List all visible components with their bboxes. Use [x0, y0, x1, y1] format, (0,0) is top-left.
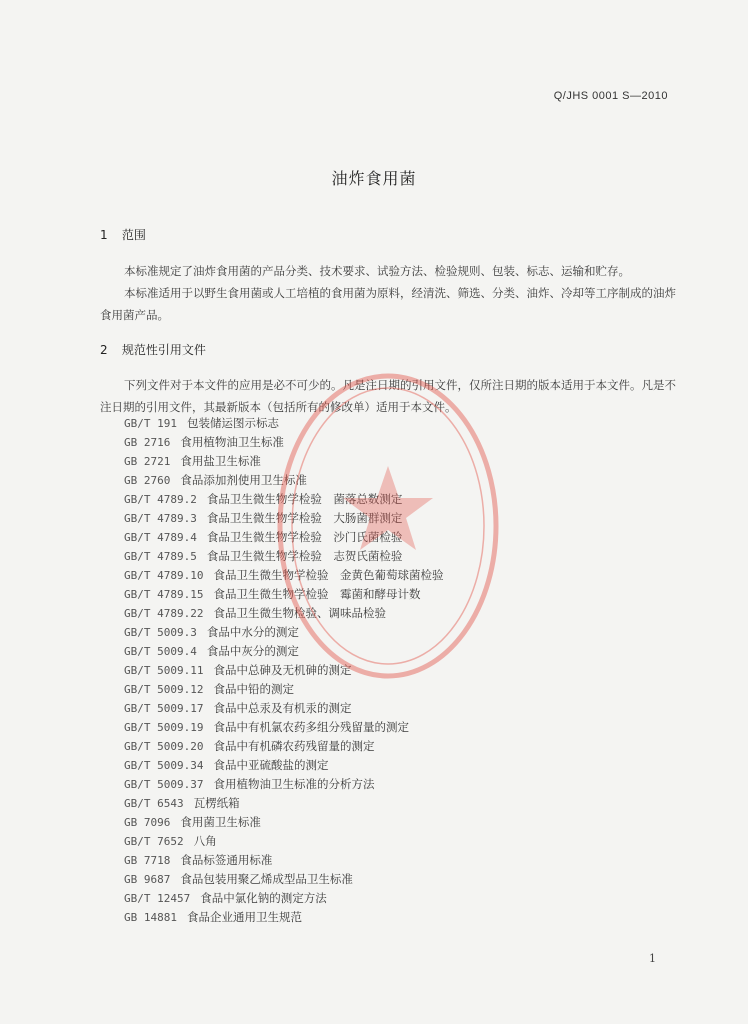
reference-item [124, 528, 443, 547]
reference-code: GB/T 5009.11 [124, 664, 204, 677]
reference-name: 食品添加剂使用卫生标准 [180, 473, 307, 487]
reference-code: GB/T 7652 [124, 835, 184, 848]
reference-name: 食品中铅的测定 [213, 682, 294, 696]
reference-name: 食品卫生微生物学检验 霉菌和酵母计数 [213, 587, 421, 601]
references-intro: 下列文件对于本文件的应用是必不可少的。凡是注日期的引用文件，仅所注日期的版本适用于本文件。凡是不注日期的引用文件，其最新版本（包括所有的修改单）适用于本文件。 [100, 378, 676, 414]
reference-item [124, 661, 443, 680]
reference-item [124, 756, 443, 775]
reference-item [124, 851, 443, 870]
reference-code: GB/T 6543 [124, 797, 184, 810]
reference-code: GB/T 4789.22 [124, 607, 204, 620]
reference-name: 食品中有机磷农药残留量的测定 [213, 739, 375, 753]
reference-code: GB 7718 [124, 854, 171, 867]
reference-name: 食品标签通用标准 [180, 853, 273, 867]
reference-name: 食品卫生微生物检验、调味品检验 [213, 606, 386, 620]
section-1-body [100, 260, 680, 326]
reference-item [124, 452, 443, 471]
reference-code: GB/T 5009.34 [124, 759, 204, 772]
document-title: 油炸食用菌 [331, 169, 417, 188]
reference-name: 食品卫生微生物学检验 志贺氏菌检验 [206, 549, 403, 563]
reference-item [124, 813, 443, 832]
scope-paragraph-2: 本标准适用于以野生食用菌或人工培植的食用菌为原料，经清洗、筛选、分类、油炸、冷却等工序制成的油炸食用菌产品。 [100, 286, 676, 322]
reference-code: GB 2721 [124, 455, 171, 468]
reference-item [124, 718, 443, 737]
reference-item [124, 509, 443, 528]
reference-code: GB/T 5009.12 [124, 683, 204, 696]
reference-item [124, 585, 443, 604]
reference-name: 食品卫生微生物学检验 菌落总数测定 [206, 492, 403, 506]
reference-code: GB 2716 [124, 436, 171, 449]
section-2-body [100, 374, 680, 418]
section-2-heading [100, 341, 206, 358]
reference-code: GB 9687 [124, 873, 171, 886]
reference-code: GB/T 5009.4 [124, 645, 197, 658]
reference-code: GB/T 4789.10 [124, 569, 204, 582]
section-1-title: 范围 [121, 228, 146, 242]
reference-code: GB/T 4789.5 [124, 550, 197, 563]
reference-code: GB/T 5009.37 [124, 778, 204, 791]
reference-name: 食品卫生微生物学检验 大肠菌群测定 [206, 511, 403, 525]
reference-item [124, 433, 443, 452]
reference-item [124, 680, 443, 699]
reference-name: 食品中总砷及无机砷的测定 [213, 663, 352, 677]
reference-list [124, 414, 443, 927]
reference-code: GB/T 4789.3 [124, 512, 197, 525]
reference-item [124, 775, 443, 794]
reference-item [124, 737, 443, 756]
reference-item [124, 908, 443, 927]
reference-item [124, 623, 443, 642]
reference-code: GB 7096 [124, 816, 171, 829]
page-number: 1 [649, 952, 656, 965]
reference-name: 食品包装用聚乙烯成型品卫生标准 [180, 872, 353, 886]
reference-name: 食品中有机氯农药多组分残留量的测定 [213, 720, 409, 734]
reference-name: 食品中灰分的测定 [206, 644, 299, 658]
standard-code: Q/JHS 0001 S—2010 [553, 90, 668, 102]
reference-code: GB/T 5009.3 [124, 626, 197, 639]
reference-code: GB 2760 [124, 474, 171, 487]
reference-name: 瓦楞纸箱 [193, 796, 240, 810]
reference-item [124, 642, 443, 661]
reference-item [124, 604, 443, 623]
reference-item [124, 794, 443, 813]
reference-item [124, 471, 443, 490]
reference-code: GB/T 4789.2 [124, 493, 197, 506]
reference-name: 食用植物油卫生标准的分析方法 [213, 777, 375, 791]
reference-name: 食品卫生微生物学检验 沙门氏菌检验 [206, 530, 403, 544]
reference-code: GB/T 4789.4 [124, 531, 197, 544]
section-1-heading [100, 226, 146, 243]
reference-item [124, 699, 443, 718]
reference-name: 食品中总汞及有机汞的测定 [213, 701, 352, 715]
reference-name: 八角 [193, 834, 217, 848]
reference-code: GB/T 191 [124, 417, 177, 430]
section-2-title: 规范性引用文件 [121, 343, 206, 357]
reference-item [124, 547, 443, 566]
reference-name: 食品中亚硫酸盐的测定 [213, 758, 329, 772]
reference-name: 食品中氯化钠的测定方法 [200, 891, 327, 905]
reference-code: GB/T 5009.17 [124, 702, 204, 715]
reference-name: 食用菌卫生标准 [180, 815, 261, 829]
reference-name: 食用盐卫生标准 [180, 454, 261, 468]
reference-item [124, 889, 443, 908]
section-1-number: 1 [100, 228, 108, 242]
reference-code: GB/T 12457 [124, 892, 191, 905]
reference-name: 食品卫生微生物学检验 金黄色葡萄球菌检验 [213, 568, 444, 582]
reference-item [124, 832, 443, 851]
reference-code: GB/T 4789.15 [124, 588, 204, 601]
scope-paragraph-1: 本标准规定了油炸食用菌的产品分类、技术要求、试验方法、检验规则、包装、标志、运输和贮存。 [124, 264, 630, 278]
reference-code: GB/T 5009.19 [124, 721, 204, 734]
reference-name: 食品中水分的测定 [206, 625, 299, 639]
reference-item [124, 870, 443, 889]
reference-name: 包装储运图示标志 [186, 416, 279, 430]
reference-name: 食用植物油卫生标准 [180, 435, 284, 449]
reference-item [124, 490, 443, 509]
reference-code: GB/T 5009.20 [124, 740, 204, 753]
reference-item [124, 566, 443, 585]
reference-code: GB 14881 [124, 911, 177, 924]
section-2-number: 2 [100, 343, 108, 357]
reference-item [124, 414, 443, 433]
reference-name: 食品企业通用卫生规范 [186, 910, 302, 924]
